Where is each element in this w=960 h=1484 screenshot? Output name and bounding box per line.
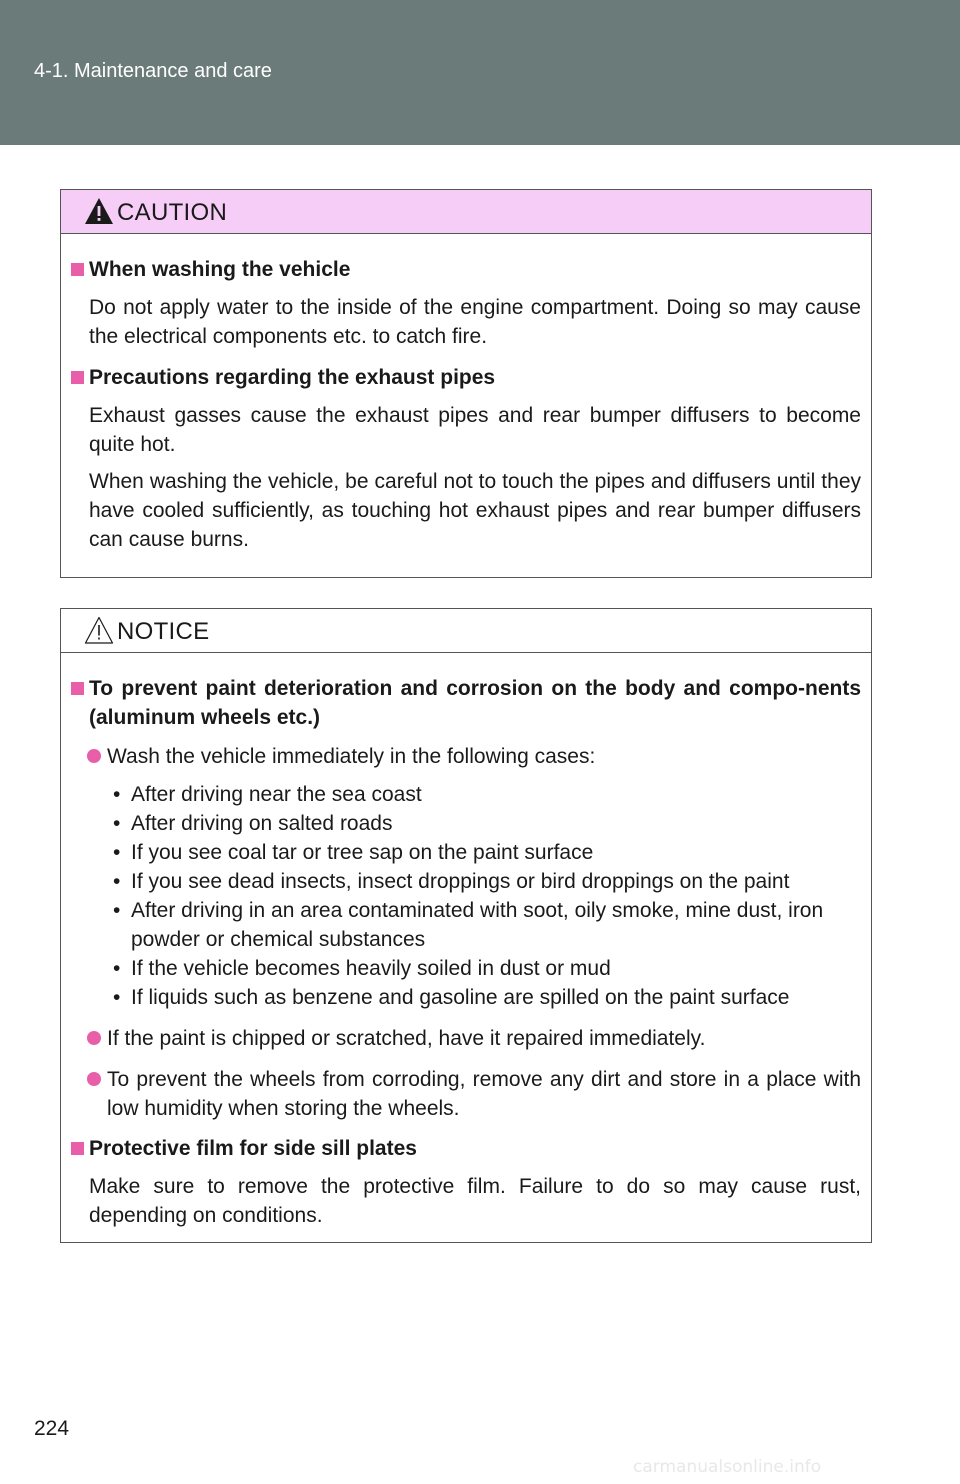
notice-paragraph: Make sure to remove the protective film. Failure to do so may cause rust, depending on conditions. xyxy=(89,1175,861,1227)
square-bullet-icon xyxy=(71,682,84,695)
item-text: To prevent the wheels from corroding, remove any dirt and store in a place with low humidity when storing the wheels. xyxy=(107,1068,861,1120)
caution-heading-washing xyxy=(61,255,861,284)
item-text: Wash the vehicle immediately in the following cases: xyxy=(107,745,596,768)
heading-text: Precautions regarding the exhaust pipes xyxy=(89,366,496,389)
section-title: 4-1. Maintenance and care xyxy=(34,60,272,82)
heading-text: When washing the vehicle xyxy=(89,258,351,281)
notice-heading-film xyxy=(61,1134,861,1163)
list-item: • If liquids such as benzene and gasoline are spilled on the paint surface xyxy=(113,986,790,1009)
caution-heading-exhaust xyxy=(61,363,861,392)
caution-box xyxy=(60,189,872,578)
round-bullet-icon xyxy=(87,749,101,763)
notice-box xyxy=(60,608,872,1243)
header-band xyxy=(0,0,960,145)
notice-body xyxy=(61,674,871,1230)
list-item: • If the vehicle becomes heavily soiled in dust or mud xyxy=(113,957,611,980)
item-text: If the paint is chipped or scratched, have it repaired immediately. xyxy=(107,1027,706,1050)
cases-list xyxy=(61,780,861,1012)
caution-header xyxy=(61,190,871,234)
list-item: • After driving in an area contaminated with soot, oily smoke, mine dust, iron powder or chemical substances xyxy=(113,899,824,951)
watermark: carmanualsonline.info xyxy=(633,1457,822,1477)
caution-paragraph: Exhaust gasses cause the exhaust pipes and rear bumper diffusers to become quite hot. xyxy=(89,404,861,456)
notice-list-item xyxy=(61,742,861,771)
square-bullet-icon xyxy=(71,263,84,276)
list-item: • After driving on salted roads xyxy=(113,812,393,835)
notice-header xyxy=(61,609,871,653)
list-item: • If you see coal tar or tree sap on the paint surface xyxy=(113,841,594,864)
notice-list-item xyxy=(61,1065,861,1123)
list-item: • After driving near the sea coast xyxy=(113,783,422,806)
notice-heading-paint xyxy=(61,674,861,732)
caution-paragraph: When washing the vehicle, be careful not to touch the pipes and diffusers until they have cooled sufficiently, as touching hot exhaust pipes and rear bumper diffusers can cause burns. xyxy=(89,470,861,551)
heading-text: Protective film for side sill plates xyxy=(89,1137,417,1160)
square-bullet-icon xyxy=(71,1142,84,1155)
round-bullet-icon xyxy=(87,1031,101,1045)
round-bullet-icon xyxy=(87,1072,101,1086)
square-bullet-icon xyxy=(71,371,84,384)
caution-title: CAUTION xyxy=(117,199,228,226)
warning-outline-icon xyxy=(83,615,115,645)
page-number: 224 xyxy=(34,1417,70,1440)
caution-paragraph: Do not apply water to the inside of the engine compartment. Doing so may cause the electrical components etc. to catch fire. xyxy=(89,296,861,348)
notice-title: NOTICE xyxy=(117,618,210,645)
warning-icon xyxy=(83,196,115,226)
notice-list-item xyxy=(61,1024,861,1053)
caution-body xyxy=(61,255,871,554)
heading-text: To prevent paint deterioration and corrosion on the body and compo-nents (aluminum wheels etc.) xyxy=(89,677,861,729)
list-item: • If you see dead insects, insect droppings or bird droppings on the paint xyxy=(113,870,790,893)
